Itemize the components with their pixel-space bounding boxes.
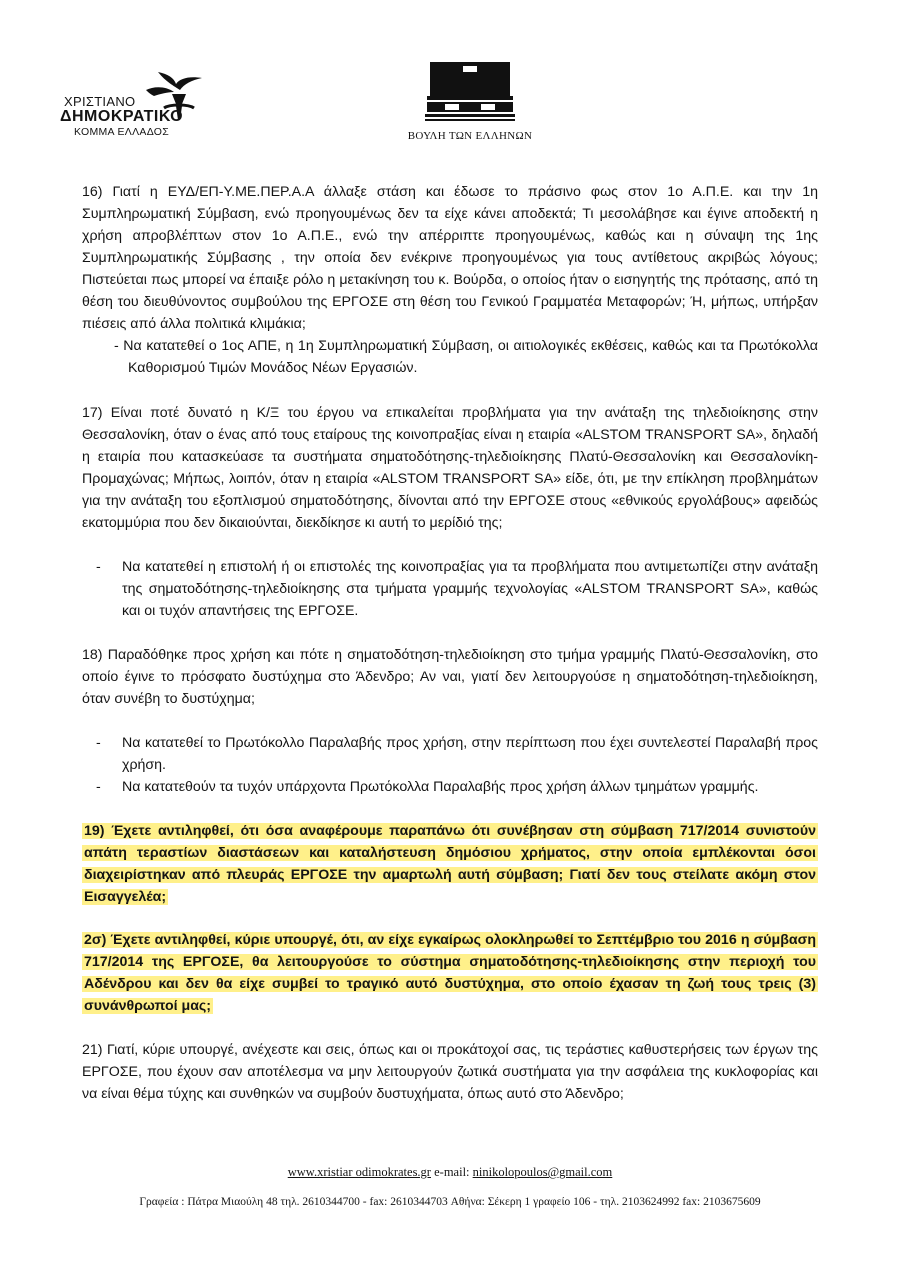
bullet-text: Να κατατεθεί το Πρωτόκολλο Παραλαβής προς χρήση, στην περίπτωση που έχει συντελεστεί Παραλαβή προς χρήση. (122, 735, 818, 773)
question-21: 21) Γιατί, κύριε υπουργέ, ανέχεστε και σεις, όπως και οι προκάτοχοί σας, τις τεράστιες καθυστερήσεις των έργων της ΕΡΓΟΣΕ, που έχουν σαν αποτέλεσμα να μην λειτουργούν ζωτικά συστήματα για την ασφάλεια της κυκλοφορίας και να είναι θέμα τύχης και συνθηκών να συμβούν δυστυχήματα, όπως αυτό στο Άδενδρο; (82, 1042, 818, 1102)
bullet-dash: - (96, 559, 101, 575)
bullet-text: Να κατατεθεί η επιστολή ή οι επιστολές της κοινοπραξίας για τα προβλήματα που αντιμετωπίζει στην ανάταξη της σηματοδότησης-τηλεδιοίκησης στα τμήματα γραμμής τεχνολογίας «ALSTOM TRANSPORT SA», καθώς και οι τυχόν απαντήσεις της ΕΡΓΟΣΕ. (122, 559, 818, 619)
document-body (82, 181, 818, 1105)
email-label: e-mail: (430, 1165, 473, 1179)
question-20-block (82, 929, 818, 1017)
bullet-text: Να κατατεθούν τα τυχόν υπάρχοντα Πρωτόκολλα Παραλαβής προς χρήση άλλων τμημάτων γραμμής. (122, 779, 759, 795)
footer-contact (0, 1165, 900, 1180)
party-name-line2: ΔΗΜΟΚΡΑΤΙΚΟ (60, 108, 184, 125)
party-name-line1: ΧΡΙΣΤΙΑΝΟ (64, 94, 136, 109)
email-link[interactable]: ninikolopoulos@gmail.com (472, 1165, 613, 1179)
question-16: 16) Γιατί η ΕΥΔ/ΕΠ-Υ.ΜΕ.ΠΕΡ.Α.Α άλλαξε στάση και έδωσε το πράσινο φως στον 1ο Α.Π.Ε. και την 1η Συμπληρωματική Σύμβαση, ενώ προηγουμένως δεν τα είχε κάνει αποδεκτά; Τι μεσολάβησε και έγινε αποδεκτή η χρήση απροβλέπτων στον 1ο Α.Π.Ε., ενώ την απέρριπτε προηγουμένως, καθώς και η σύναψη της 1ης Συμπληρωματικής Σύμβασης , την οποία δεν ενέκρινε προηγουμένως για τους αντίθετους ακριβώς λόγους; Πιστεύεται πως μπορεί να έπαιξε ρόλο η μετακίνηση του κ. Βούρδα, ο οποίος ήταν ο εισηγητής της πρότασης, από τη θέση του διευθύνοντος συμβούλου της ΕΡΓΟΣΕ στη θέση του Γενικού Γραμματέα Μεταφορών; Ή, μήπως, υπήρξαν πιέσεις από άλλα πολιτικά κλιμάκια; (82, 184, 818, 332)
parliament-logo (395, 60, 545, 150)
bullet-dash: - (96, 779, 101, 795)
question-17-bullet (82, 556, 818, 622)
question-19-block (82, 820, 818, 908)
question-20: 2σ) Έχετε αντιληφθεί, κύριε υπουργέ, ότι, αν είχε εγκαίρως ολοκληρωθεί το Σεπτέμβριο του 2016 η σύμβαση 717/2014 της ΕΡΓΟΣΕ, θα λειτουργούσε το σύστημα σηματοδότησης-τηλεδιοίκησης στην περιοχή του Αδένδρου και δεν θα είχε συμβεί το τραγικό αυτό δυστύχημα, στο οποίο έχασαν τη ζωή τους τρεις (3) συνάνθρωποί μας; (84, 932, 816, 1014)
party-logo (56, 70, 216, 140)
question-19: 19) Έχετε αντιληφθεί, ότι όσα αναφέρουμε παραπάνω ότι συνέβησαν στη σύμβαση 717/2014 συνιστούν απάτη τεραστίων διαστάσεων και καταλήστευση δημόσιου χρήματος, στην οποία εμπλέκονται όσοι διαχειρίστηκαν από πλευράς ΕΡΓΟΣΕ την αμαρτωλή αυτή σύμβαση; Γιατί δεν τους στείλατε ακόμη στον Εισαγγελέα; (84, 823, 816, 905)
website-link[interactable]: www.xristiar odimokrates.gr (287, 1165, 431, 1179)
parliament-caption: ΒΟΥΛΗ ΤΩΝ ΕΛΛΗΝΩΝ (407, 130, 533, 142)
party-name-line3: ΚΟΜΜΑ ΕΛΛΑΔΟΣ (74, 126, 170, 138)
question-16-bullet: - Να κατατεθεί ο 1ος ΑΠΕ, η 1η Συμπληρωματική Σύμβαση, οι αιτιολογικές εκθέσεις, καθώς και τα Πρωτόκολλα Καθορισμού Τιμών Μονάδος Νέων Εργασιών. (114, 338, 818, 376)
bullet-dash: - (96, 735, 101, 751)
parliament-building-icon (425, 60, 515, 124)
question-18-bullet-1 (82, 732, 818, 776)
question-17: 17) Είναι ποτέ δυνατό η Κ/Ξ του έργου να επικαλείται προβλήματα για την ανάταξη της τηλεδιοίκησης στην Θεσσαλονίκη, όταν ο ένας από τους εταίρους της κοινοπραξίας είναι η εταιρία «ALSTOM TRANSPORT SA», δηλαδή η εταιρία που κατασκεύασε τα συστήματα σηματοδότησης-τηλεδιοίκησης Πλατύ-Θεσσαλονίκη και Θεσσαλονίκη-Προμαχώνας; Μήπως, λοιπόν, όταν η εταιρία «ALSTOM TRANSPORT SA» είδε, ότι, με την επίκληση προβλημάτων για την ανάταξη του εξοπλισμού σηματοδότησης, δίνονται από την ΕΡΓΟΣΕ στους «εθνικούς εργολάβους» αφειδώς εκατομμύρια που δεν δικαιούνται, διεκδίκησε κι αυτή το μερίδιό της; (82, 405, 818, 531)
question-18-bullet-2 (82, 776, 818, 798)
question-18: 18) Παραδόθηκε προς χρήση και πότε η σηματοδότηση-τηλεδιοίκηση στο τμήμα γραμμής Πλατύ-Θεσσαλονίκη, στο οποίο έγινε το πρόσφατο δυστύχημα στο Άδενδρο; Αν ναι, γιατί δεν λειτουργούσε η σηματοδότηση-τηλεδιοίκηση, όταν συνέβη το δυστύχημα; (82, 647, 818, 707)
footer-offices: Γραφεία : Πάτρα Μιαούλη 48 τηλ. 2610344700 - fax: 2610344703 Αθήνα: Σέκερη 1 γραφείο 106 - τηλ. 2103624992 fax: 2103675609 (139, 1196, 761, 1208)
